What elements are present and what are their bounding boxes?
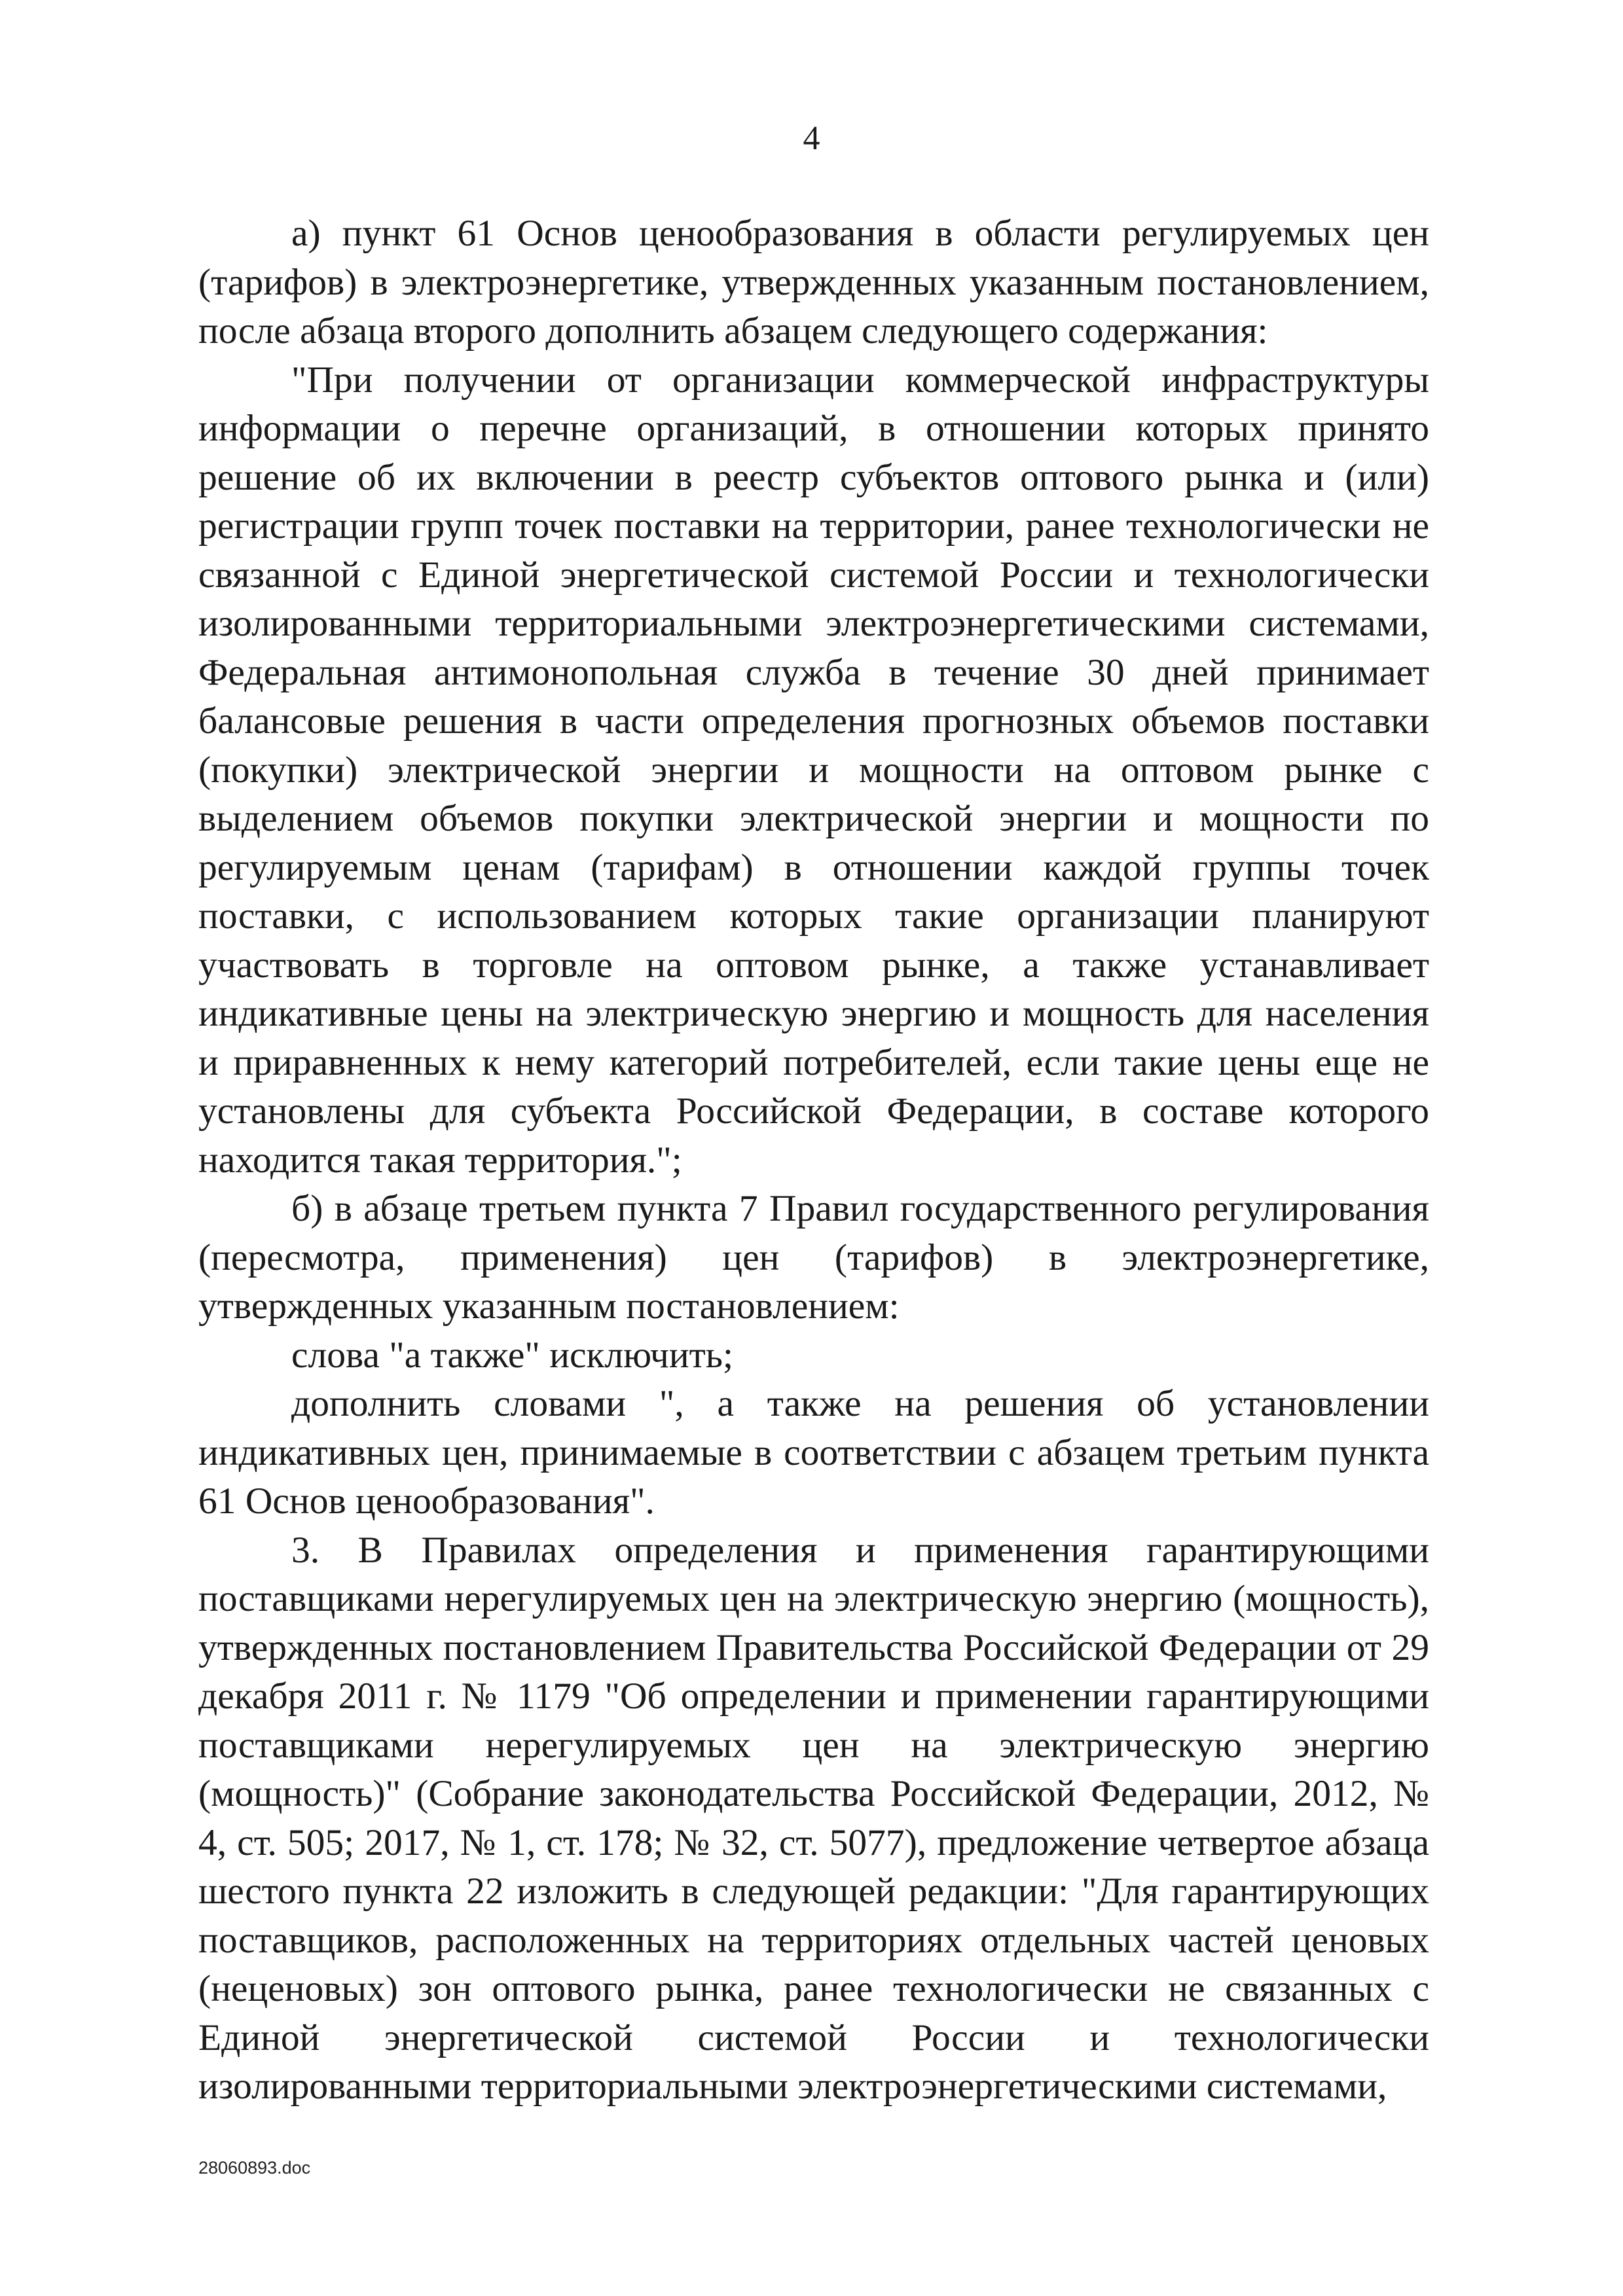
page-number: 4 — [803, 120, 820, 157]
paragraph-words-exclude: слова "а также" исключить; — [291, 1334, 733, 1376]
paragraph-3: 3. В Правилах определения и применения гарантирующими поставщиками нерегулируемых цен на электрическую энергию (мощность), утвержденных постановлением Правительства Российской Федерации от 29 декабря 2011 г. № 1179 "Об определении и применении гарантирующими поставщиками нерегулируемых цен на электрическую энергию (мощность)" (Собрание законодательства Российской Федерации, 2012, № 4, ст. 505; 2017, № 1, ст. 178; № 32, ст. 5077), предложение четвертое абзаца шестого пункта 22 изложить в следующей редакции: "Для гарантирующих поставщиков, расположенных на территориях отдельных частей ценовых (неценовых) зон оптового рынка, ранее технологически не связанных с Единой энергетической системой России и технологически изолированными территориальными электроэнергетическими системами, — [198, 1529, 1429, 2107]
file-name-footer: 28060893.doc — [198, 2158, 311, 2178]
paragraph-a: а) пункт 61 Основ ценообразования в области регулируемых цен (тарифов) в электроэнергетике, утвержденных указанным постановлением, после абзаца второго дополнить абзацем следующего содержания: — [198, 213, 1429, 351]
paragraph-b: б) в абзаце третьем пункта 7 Правил государственного регулирования (пересмотра, применения) цен (тарифов) в электроэнергетике, утвержденных указанным постановлением: — [198, 1188, 1429, 1327]
document-body — [198, 209, 1429, 2111]
paragraph-quote: "При получении от организации коммерческой инфраструктуры информации о перечне организаций, в отношении которых принято решение об их включении в реестр субъектов оптового рынка и (или) регистрации групп точек поставки на территории, ранее технологически не связанной с Единой энергетической системой России и технологически изолированными территориальными электроэнергетическими системами, Федеральная антимонопольная служба в течение 30 дней принимает балансовые решения в части определения прогнозных объемов поставки (покупки) электрической энергии и мощности на оптовом рынке с выделением объемов покупки электрической энергии и мощности по регулируемым ценам (тарифам) в отношении каждой группы точек поставки, с использованием которых такие организации планируют участвовать в торговле на оптовом рынке, а также устанавливает индикативные цены на электрическую энергию и мощность для населения и приравненных к нему категорий потребителей, если такие цены еще не установлены для субъекта Российской Федерации, в составе которого находится такая территория."; — [198, 359, 1429, 1181]
paragraph-words-add: дополнить словами ", а также на решения об установлении индикативных цен, принимаемые в соответствии с абзацем третьим пункта 61 Основ ценообразования". — [198, 1383, 1429, 1522]
